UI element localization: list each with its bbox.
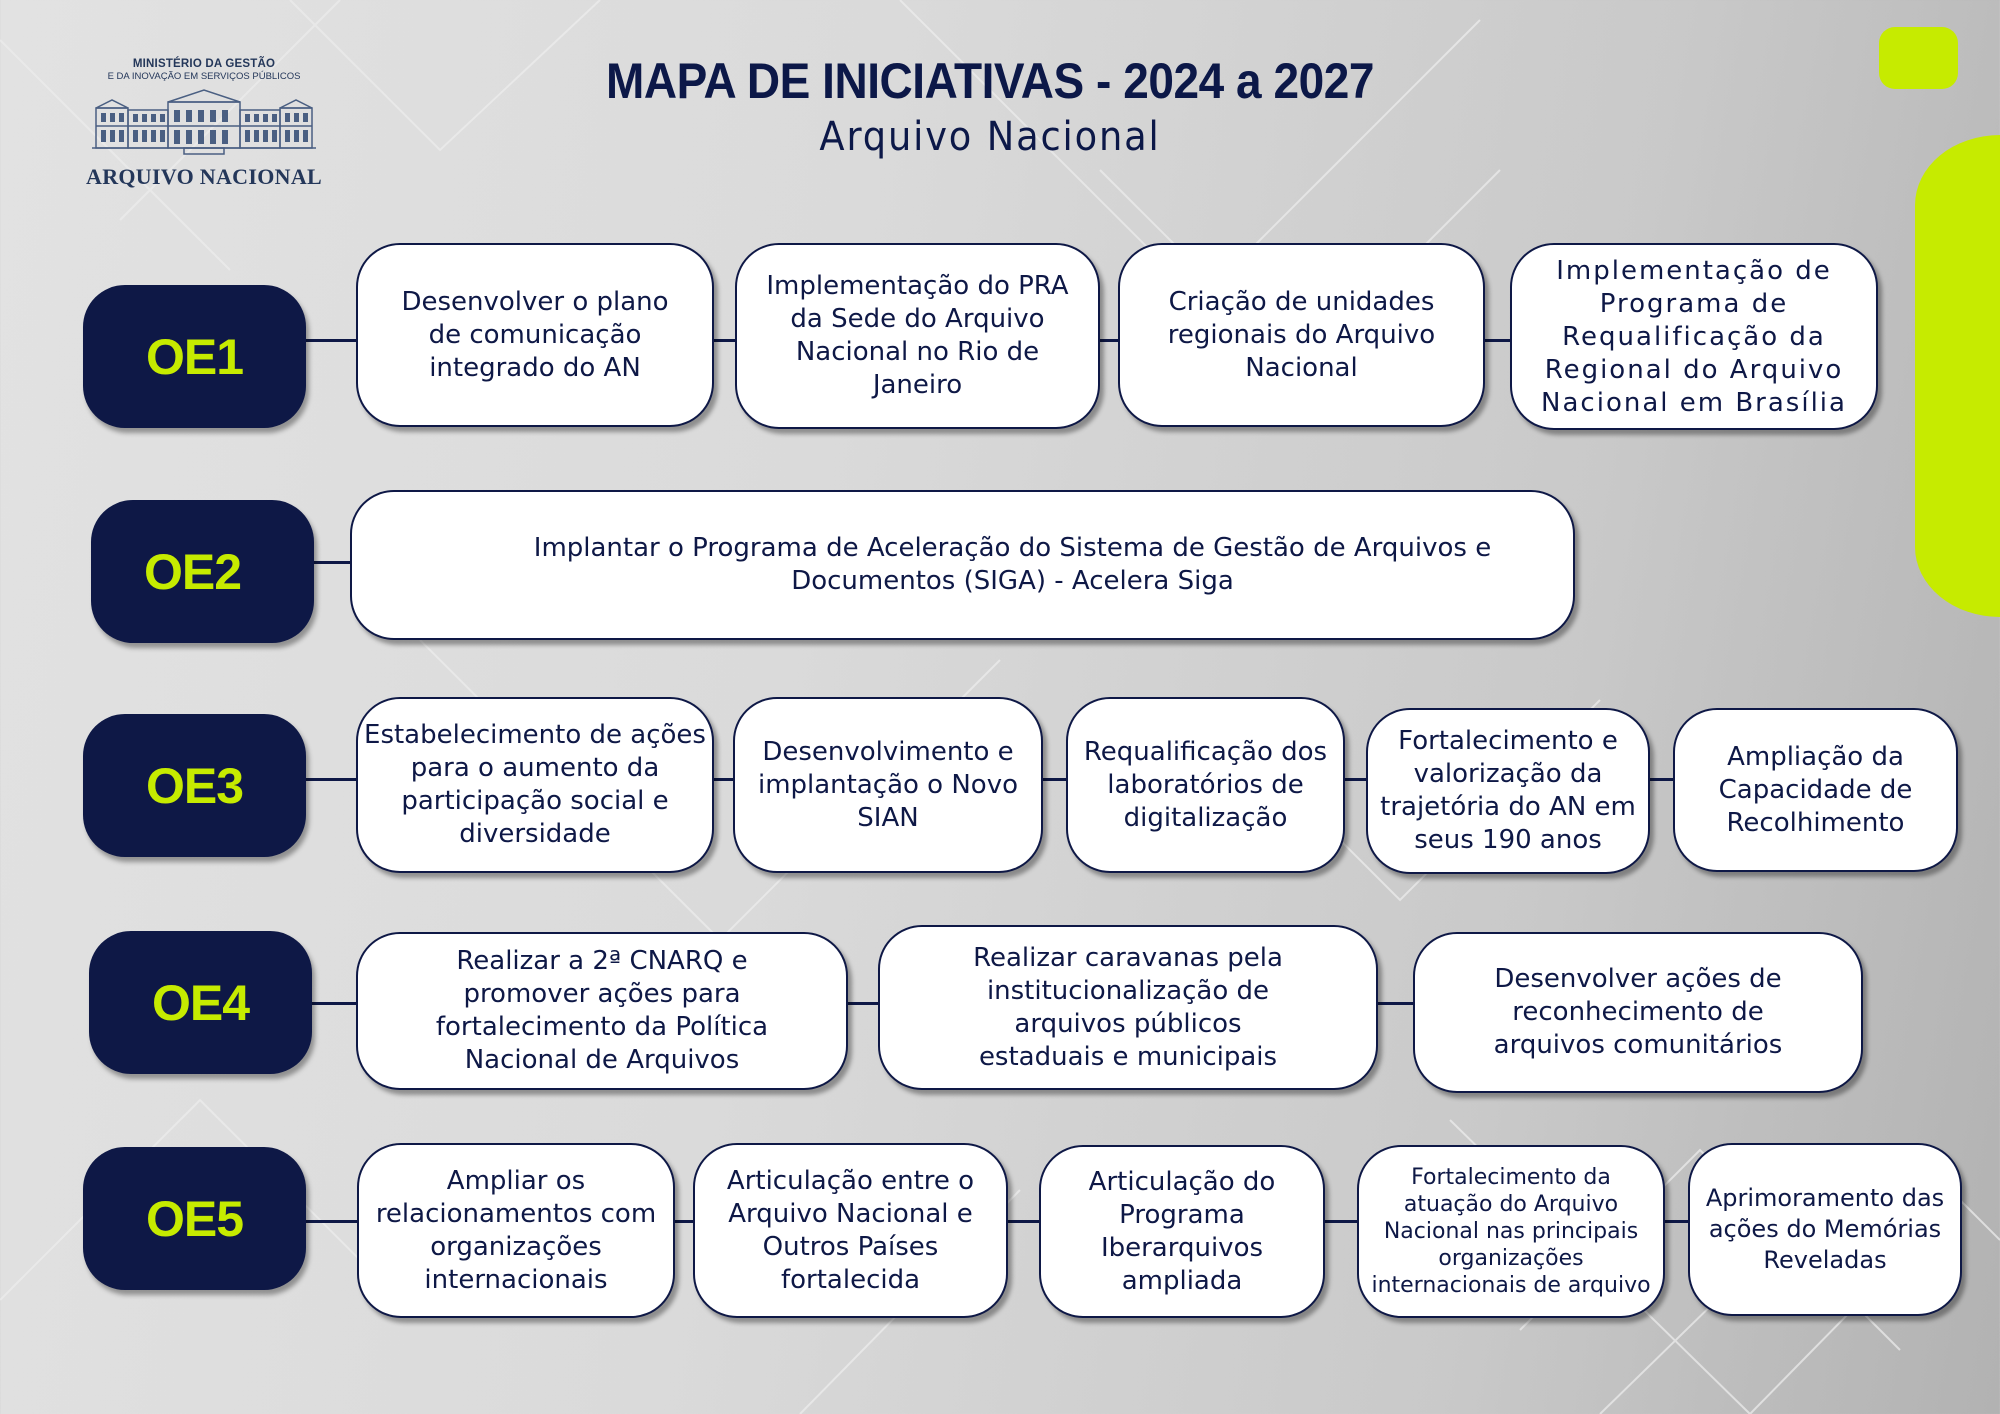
initiative-card bbox=[1510, 243, 1878, 430]
initiative-card bbox=[356, 932, 848, 1090]
initiative-text: Desenvolver ações de reconhecimento de arquivos comunitários bbox=[1493, 964, 1783, 1060]
initiative-text: Realizar a 2ª CNARQ e promover ações para fortalecimento da Política Nacional de Arquivos bbox=[435, 946, 769, 1075]
initiative-text: Criação de unidades regionais do Arquivo Nacional bbox=[1167, 286, 1436, 383]
page-title: MAPA DE INICIATIVAS - 2024 a 2027 bbox=[606, 53, 1374, 109]
initiative-text: Fortalecimento e valorização da trajetória do AN em seus 190 anos bbox=[1380, 726, 1636, 855]
initiative-card bbox=[1673, 708, 1958, 872]
initiative-card bbox=[1366, 708, 1650, 874]
institution-name: ARQUIVO NACIONAL bbox=[86, 164, 322, 189]
initiative-text: Fortalecimento da atuação do Arquivo Nacional nas principais organizações internacionais de arquivo bbox=[1371, 1165, 1651, 1298]
objective-label: OE5 bbox=[145, 1190, 244, 1247]
objective-badge-oe5 bbox=[83, 1147, 306, 1290]
objective-label: OE3 bbox=[145, 757, 244, 814]
initiative-card bbox=[735, 243, 1100, 429]
initiative-card bbox=[350, 490, 1575, 640]
ministry-line-2: E DA INOVAÇÃO EM SERVIÇOS PÚBLICOS bbox=[107, 71, 301, 82]
decorative-lime-square bbox=[1879, 27, 1958, 89]
page-subtitle: Arquivo Nacional bbox=[819, 114, 1161, 160]
initiative-text: Desenvolvimento e implantação o Novo SIAN bbox=[757, 736, 1019, 833]
initiative-card bbox=[356, 243, 714, 427]
page-header bbox=[540, 52, 1440, 160]
building-icon bbox=[92, 88, 316, 156]
ministry-line-1: MINISTÉRIO DA GESTÃO bbox=[132, 58, 276, 70]
initiative-card bbox=[1039, 1145, 1325, 1318]
initiative-text: Articulação entre o Arquivo Nacional e Outros Países fortalecida bbox=[726, 1165, 975, 1295]
initiative-text: Implantar o Programa de Aceleração do Sistema de Gestão de Arquivos e Documentos (SIGA) - Acelera Siga bbox=[533, 533, 1492, 596]
objective-badge-oe4 bbox=[89, 931, 312, 1074]
initiative-text: Estabelecimento de ações para o aumento da participação social e diversidade bbox=[364, 720, 706, 849]
objective-label: OE2 bbox=[143, 543, 242, 600]
initiative-text: Aprimoramento das ações do Memórias Reveladas bbox=[1705, 1184, 1945, 1274]
initiative-card bbox=[1357, 1145, 1665, 1318]
initiative-text: Articulação do Programa Iberarquivos ampliada bbox=[1088, 1166, 1276, 1296]
initiative-card bbox=[1066, 697, 1345, 873]
objective-label: OE4 bbox=[151, 974, 250, 1031]
initiative-card bbox=[357, 1143, 675, 1318]
initiative-card bbox=[878, 925, 1378, 1090]
initiative-card bbox=[693, 1143, 1008, 1318]
initiative-card bbox=[1688, 1143, 1962, 1316]
objective-badge-oe3 bbox=[83, 714, 306, 857]
decorative-lime-pill bbox=[1915, 135, 2000, 617]
initiative-text: Requalificação dos laboratórios de digitalização bbox=[1083, 736, 1328, 833]
objective-label: OE1 bbox=[145, 328, 244, 385]
initiative-card bbox=[356, 697, 714, 873]
initiative-text: Ampliação da Capacidade de Recolhimento bbox=[1718, 741, 1913, 838]
initiative-text: Implementação de Programa de Requalificação da Regional do Arquivo Nacional em Brasília bbox=[1541, 256, 1847, 418]
initiative-card bbox=[1118, 243, 1485, 427]
initiative-card bbox=[733, 697, 1043, 873]
initiative-text: Implementação do PRA da Sede do Arquivo Nacional no Rio de Janeiro bbox=[766, 271, 1069, 400]
objective-badge-oe2 bbox=[91, 500, 314, 643]
logo bbox=[84, 58, 324, 190]
initiative-card bbox=[1413, 932, 1863, 1093]
initiative-text: Ampliar os relacionamentos com organizações internacionais bbox=[375, 1165, 657, 1295]
initiative-text: Desenvolver o plano de comunicação integrado do AN bbox=[401, 286, 669, 383]
objective-badge-oe1 bbox=[83, 285, 306, 428]
initiative-text: Realizar caravanas pela institucionalização de arquivos públicos estaduais e municipais bbox=[973, 942, 1283, 1072]
